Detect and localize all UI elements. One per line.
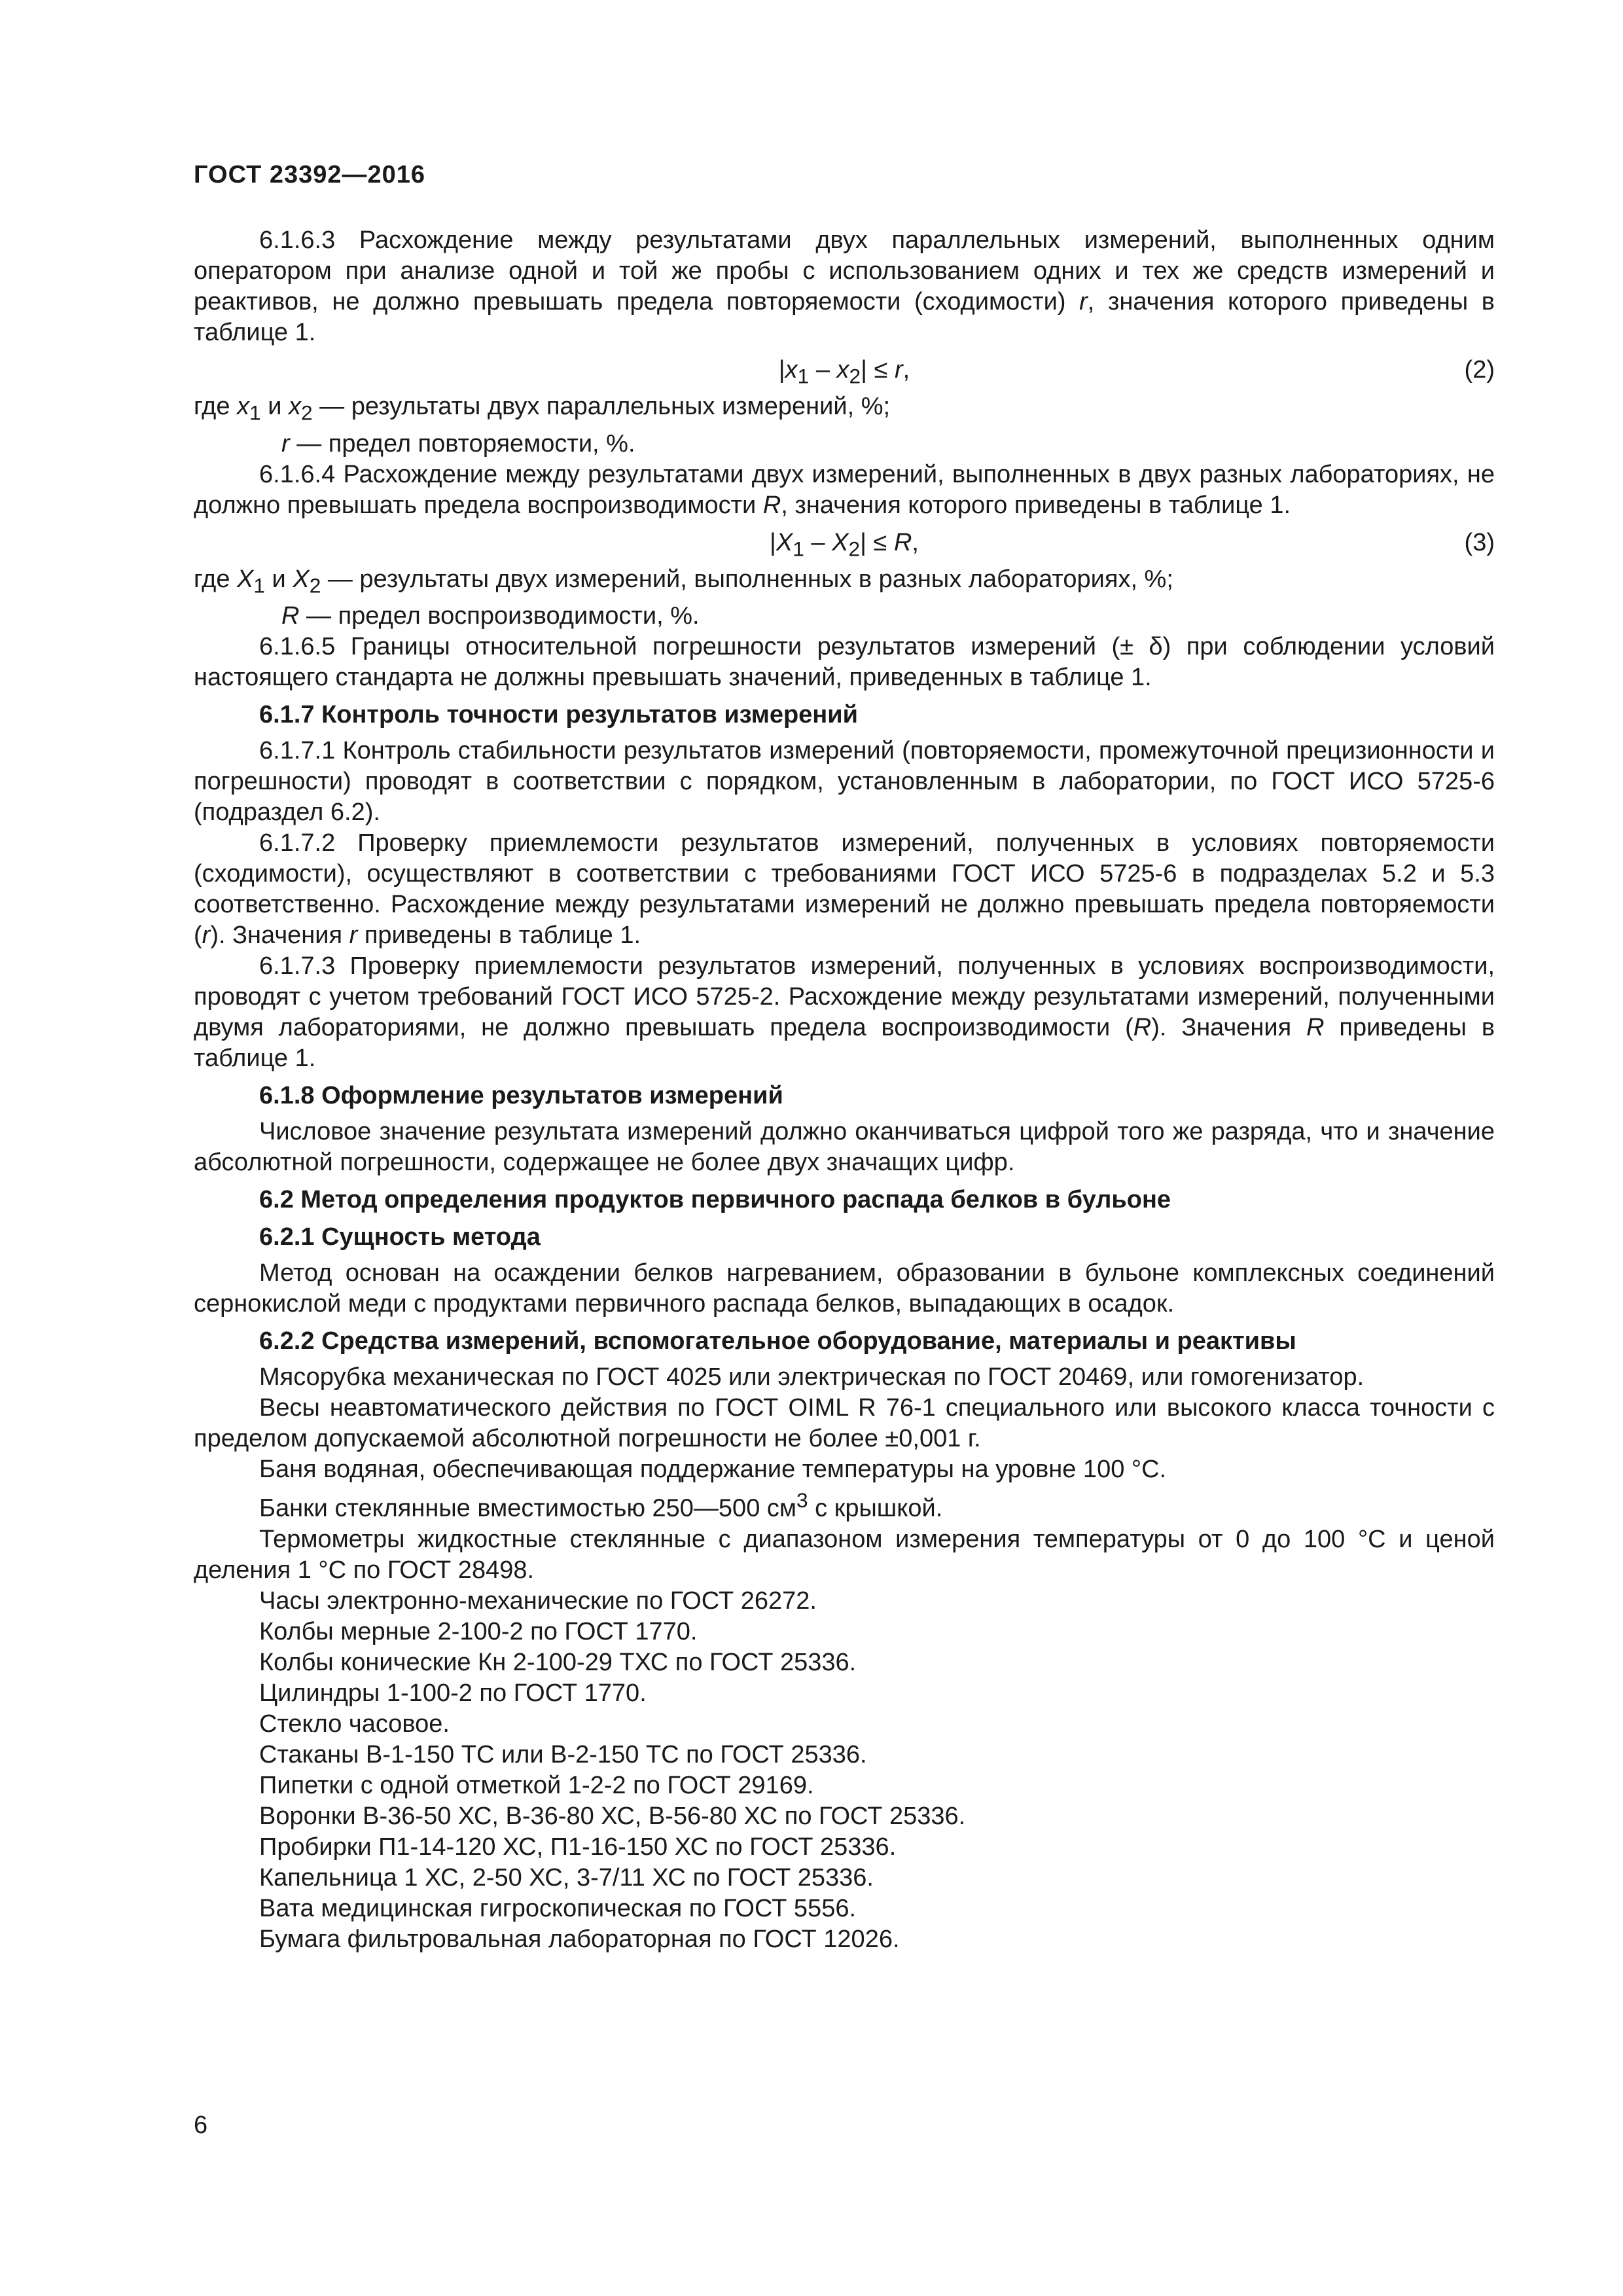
var-X1: X xyxy=(237,565,254,593)
paragraph-6-1-8: Числовое значение результата измерений должно оканчиваться цифрой того же разряда, что и значение абсолютной погрешности, содержащее не более двух значащих цифр. xyxy=(194,1118,1495,1177)
sub: 2 xyxy=(300,401,313,425)
section-heading-6-2-2: 6.2.2 Средства измерений, вспомогательное оборудование, материалы и реактивы xyxy=(259,1327,1296,1355)
paragraph-6-1-7-1: 6.1.7.1 Контроль стабильности результатов измерений (повторяемости, промежуточной прецизионности и погрешности) проводят в соответствии с порядком, установленным в лаборатории, по ГОСТ ИСО 5725-6 (подраздел 6.2). xyxy=(194,737,1495,827)
clause-text: ). Значения xyxy=(1151,1014,1307,1042)
formula-3 xyxy=(194,525,1495,560)
var-x2: x xyxy=(836,356,849,384)
conj: и xyxy=(260,393,289,420)
var-X1: X xyxy=(776,528,793,556)
sub: 2 xyxy=(848,537,861,561)
formula-number: (3) xyxy=(1464,528,1495,556)
legend-desc: — предел воспроизводимости, %. xyxy=(299,602,700,630)
section-heading-6-1-7: 6.1.7 Контроль точности результатов измерений xyxy=(259,701,858,729)
clause-text: ). Значения xyxy=(210,922,349,950)
conj: и xyxy=(265,565,293,593)
list-item: Стаканы В-1-150 ТС или В-2-150 ТС по ГОСТ 25336. xyxy=(259,1740,867,1768)
var-x1: x xyxy=(237,393,250,420)
paragraph-6-2-1: Метод основан на осаждении белков нагреванием, образовании в бульоне комплексных соединений сернокислой меди с продуктами первичного распада белков, выпадающих в осадок. xyxy=(194,1259,1495,1318)
list-item: Стекло часовое. xyxy=(259,1710,450,1738)
list-item: Пробирки П1-14-120 ХС, П1-16-150 ХС по ГОСТ 25336. xyxy=(259,1833,897,1861)
section-heading-6-2-1: 6.2.1 Сущность метода xyxy=(259,1223,541,1251)
symbol-r: r xyxy=(1079,288,1088,315)
list-item: Часы электронно-механические по ГОСТ 26272. xyxy=(259,1587,817,1615)
clause-text: приведены в таблице 1. xyxy=(194,1014,1495,1073)
list-item: Цилиндры 1-100-2 по ГОСТ 1770. xyxy=(259,1679,647,1707)
equipment-thermometers: Термометры жидкостные стеклянные с диапазоном измерения температуры от 0 до 100 °С и ценой деления 1 °С по ГОСТ 28498. xyxy=(194,1525,1495,1584)
legend-desc: — результаты двух измерений, выполненных в разных лабораториях, %; xyxy=(321,565,1173,593)
clause-text: 6.1.7.3 Проверку приемлемости результатов измерений, полученных в условиях воспроизводимости, проводят с учетом требований ГОСТ ИСО 5725-2. Расхождение между результатами измерений, полученными двумя лабораториями, не должно превышать предела воспроизводимости ( xyxy=(194,952,1495,1042)
sup: 3 xyxy=(796,1488,808,1513)
formula-expression: $|X_1 - X_2| \le R$, xyxy=(770,528,919,561)
item-text: Банки стеклянные вместимостью 250—500 см xyxy=(259,1494,797,1522)
equipment-meat-grinder: Мясорубка механическая по ГОСТ 4025 или электрическая по ГОСТ 20469, или гомогенизатор. xyxy=(259,1363,1364,1391)
section-heading-6-1-8: 6.1.8 Оформление результатов измерений xyxy=(259,1082,783,1110)
clause-text: приведены в таблице 1. xyxy=(357,922,641,950)
list-item: Воронки В-36-50 ХС, В-36-80 ХС, В-56-80 ХС по ГОСТ 25336. xyxy=(259,1802,966,1830)
legend-desc: — предел повторяемости, %. xyxy=(289,429,635,457)
var-r: r xyxy=(894,356,903,384)
sub: 1 xyxy=(253,573,265,598)
var-X2: X xyxy=(293,565,310,593)
paragraph-6-1-6-5 xyxy=(194,632,1495,693)
var-x2: x xyxy=(288,393,301,420)
symbol-R: R xyxy=(1133,1014,1152,1042)
equipment-scales: Весы неавтоматического действия по ГОСТ OIML R 76-1 специального или высокого класса точности с пределом допускаемой абсолютной погрешности не более ±0,001 г. xyxy=(194,1394,1495,1453)
section-heading-6-2: 6.2 Метод определения продуктов первичного распада белков в бульоне xyxy=(259,1186,1171,1214)
legend-lead: где xyxy=(194,393,238,420)
paragraph-6-1-7-2 xyxy=(194,828,1495,951)
document-header: ГОСТ 23392—2016 xyxy=(194,161,426,188)
list-item: Пипетки с одной отметкой 1-2-2 по ГОСТ 29169. xyxy=(259,1771,814,1799)
clause-number: 6.1.6.4 xyxy=(259,460,336,488)
symbol-r: r xyxy=(349,922,358,950)
legend-3-R xyxy=(194,601,1495,632)
var-R: R xyxy=(281,602,300,630)
equipment-jars xyxy=(194,1485,1495,1524)
sub: 1 xyxy=(249,401,261,425)
clause-number: 6.1.6.3 xyxy=(259,226,336,254)
legend-desc: — результаты двух параллельных измерений, %; xyxy=(312,393,891,420)
list-item: Вата медицинская гигроскопическая по ГОСТ 5556. xyxy=(259,1894,857,1922)
var-X2: X xyxy=(832,528,849,556)
item-text: с крышкой. xyxy=(808,1494,943,1522)
document-body xyxy=(194,225,1495,1955)
sub: 1 xyxy=(797,364,810,388)
list-item: Колбы конические Кн 2-100-29 ТХС по ГОСТ 25336. xyxy=(259,1648,857,1676)
formula-2 xyxy=(194,352,1495,387)
clause-text: Границы относительной погрешности результатов измерений (± δ) при соблюдении условий настоящего стандарта не должны превышать значений, приведенных в таблице 1. xyxy=(194,633,1495,692)
sub: 1 xyxy=(793,537,804,561)
formula-expression: $|x_1 - x_2| \le r$, xyxy=(778,356,910,388)
formula-number: (2) xyxy=(1464,356,1495,384)
clause-text: , значения которого приведены в таблице 1. xyxy=(194,288,1495,346)
sub: 2 xyxy=(309,573,321,598)
legend-2 xyxy=(194,391,1495,429)
clause-text: Расхождение между результатами двух измерений, выполненных в двух разных лабораториях, не должно превышать предела воспроизводимости xyxy=(194,460,1495,519)
symbol-R: R xyxy=(1306,1014,1325,1042)
list-item: Капельница 1 ХС, 2-50 ХС, 3-7/11 ХС по ГОСТ 25336. xyxy=(259,1863,874,1892)
legend-2-r xyxy=(194,429,1495,459)
clause-text: Расхождение между результатами двух параллельных измерений, выполненных одним оператором при анализе одной и той же пробы с использованием одних и тех же средств измерений и реактивов, не должно превышать предела повторяемости (сходимости) xyxy=(194,226,1495,315)
clause-text: , значения которого приведены в таблице 1. xyxy=(781,491,1291,519)
sub: 2 xyxy=(849,364,861,388)
equipment-water-bath: Баня водяная, обеспечивающая поддержание температуры на уровне 100 °С. xyxy=(259,1456,1167,1484)
page-number: 6 xyxy=(194,2111,208,2139)
symbol-r: r xyxy=(202,922,211,950)
clause-text: 6.1.7.2 Проверку приемлемости результатов измерений, полученных в условиях повторяемости (сходимости), осуществляют в соответствии с требованиями ГОСТ ИСО 5725-6 в подразделах 5.2 и 5.3 соответственно. Расхождение между результатами измерений не должно превышать предела повторяемости ( xyxy=(194,829,1495,950)
legend-lead: где xyxy=(194,565,238,593)
var-r: r xyxy=(281,429,290,457)
paragraph-6-1-6-4 xyxy=(194,459,1495,521)
list-item: Бумага фильтровальная лабораторная по ГОСТ 12026. xyxy=(259,1925,900,1953)
var-R: R xyxy=(893,528,912,556)
list-item: Колбы мерные 2-100-2 по ГОСТ 1770. xyxy=(259,1617,698,1645)
var-x1: x xyxy=(785,356,798,384)
clause-number: 6.1.6.5 xyxy=(259,633,336,661)
legend-3 xyxy=(194,564,1495,601)
paragraph-6-1-7-3 xyxy=(194,951,1495,1074)
paragraph-6-1-6-3 xyxy=(194,225,1495,348)
symbol-R: R xyxy=(762,491,781,519)
